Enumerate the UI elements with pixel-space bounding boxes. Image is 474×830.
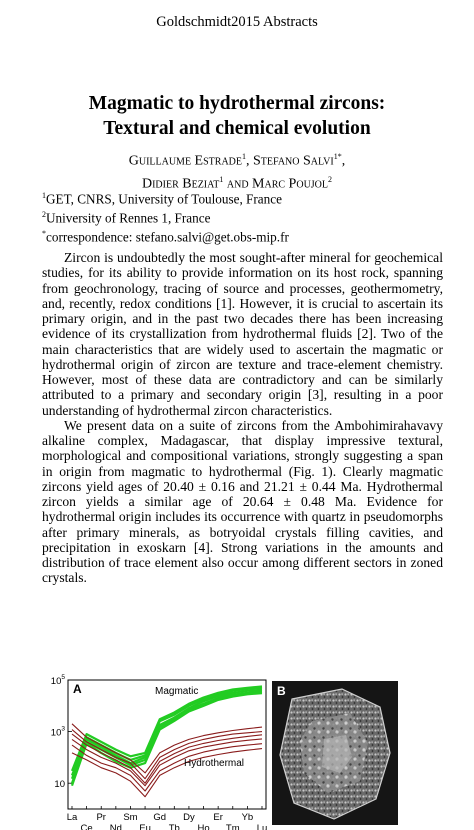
x-tick-label: Eu: [139, 823, 151, 830]
x-tick-label: Yb: [241, 812, 254, 823]
author-separator: and: [223, 176, 253, 192]
journal-header: Goldschmidt2015 Abstracts: [156, 14, 318, 30]
affiliation-text: University of Rennes 1, France: [46, 210, 211, 226]
author-line-1: [30, 148, 444, 171]
x-tick-label: Ho: [197, 823, 210, 830]
zircon-grain-image: [272, 681, 398, 825]
x-tick-label: Ce: [80, 823, 93, 830]
author-separator: ,: [341, 153, 346, 169]
title-line-2: Textural and chemical evolution: [103, 118, 371, 139]
figure-1: [40, 674, 460, 830]
y-tick-label: $10^3$: [50, 725, 65, 739]
y-tick-label: 10: [54, 779, 65, 791]
author-name: Didier Beziat: [141, 176, 220, 192]
zircon-micrograph-panel: [272, 681, 398, 825]
author-name: Stefano Salvi: [253, 153, 334, 169]
author-affil-mark: 1: [219, 174, 224, 184]
hydrothermal-series-line: [72, 749, 262, 797]
title-line-1: Magmatic to hydrothermal zircons:: [88, 93, 386, 114]
abstract-body: [42, 250, 443, 586]
x-tick-label: Sm: [123, 812, 138, 823]
panel-a-label: A: [73, 682, 82, 696]
body-paragraph: We present data on a suite of zircons from the Ambohimirahavavy alkaline complex, Madagascar, that display impressive textural, morphological and compositional variations, strongly suggesting a span in origin from magmatic to hydrothermal (Fig. 1). Clearly magmatic zircons yield ages of 20.40 ± 0.16 and 21.21 ± 0.44 Ma. Hydrothermal zircon yields a similar age of 20.64 ± 0.48 Ma. Evidence for hydrothermal origin includes its occurrence with quartz in pseudomorphs after primary minerals, as botryoidal crystals filling cavities, and precipitation in exoskarn [4]. Strong variations in the amounts and distribution of trace element also occur among different sectors in zoned crystals.: [42, 417, 443, 586]
x-tick-label: Er: [213, 812, 223, 823]
x-tick-label: Gd: [153, 812, 167, 823]
body-paragraph: Zircon is undoubtedly the most sought-after mineral for geochemical studies, for its ability to provide information on its host rock, spanning from geochronology, tracing of source and processes, geothermometry, and, recently, redox conditions [1]. However, it is crucial to ascertain its primary origin, and in the past two decades there has been increasing evidence of its crystallization from hydrothermal fluids [2]. Two of the main characteristics that are widely used to ascertain the magmatic or hydrothermal origin of zircon are texture and trace-element chemistry. However, most of these data are contradictory and can be similarly attributed to a primary and secondary origin [3], resulting in a poor understanding of hydrothermal zircon characteristics.: [42, 250, 443, 418]
x-tick-label: Nd: [109, 823, 122, 830]
ree-chart: [40, 674, 270, 830]
affiliation-mark: *: [42, 228, 46, 238]
x-tick-label: Tm: [225, 823, 240, 830]
paper-title: [30, 91, 444, 141]
author-separator: ,: [246, 153, 253, 169]
author-affil-mark: 1*: [333, 152, 342, 161]
hydrothermal-label: Hydrothermal: [184, 758, 245, 769]
x-tick-label: La: [66, 812, 78, 823]
magmatic-label: Magmatic: [155, 686, 199, 697]
affiliation-mark: 1: [42, 191, 46, 200]
panel-b-label: B: [277, 684, 286, 698]
author-affil-mark: 2: [328, 174, 333, 184]
author-list: [30, 148, 444, 193]
magmatic-series-line: [72, 691, 262, 783]
affiliation-item: [42, 226, 442, 245]
affiliation-mark: 2: [42, 209, 46, 219]
y-tick-label: $10^5$: [50, 674, 65, 687]
author-name: Marc Poujol: [252, 176, 329, 192]
author-affil-mark: 1: [242, 152, 246, 161]
affiliation-text: correspondence: stefano.salvi@get.obs-mip.fr: [46, 229, 289, 245]
affiliation-text: GET, CNRS, University of Toulouse, France: [46, 191, 282, 207]
affiliation-item: [42, 188, 442, 207]
author-name: Guillaume Estrade: [128, 153, 242, 169]
affiliation-item: [42, 207, 442, 226]
x-tick-label: Tb: [168, 823, 180, 830]
affiliations: [42, 188, 442, 245]
x-tick-label: Dy: [183, 812, 195, 823]
x-tick-label: Lu: [256, 823, 268, 830]
x-tick-label: Pr: [96, 812, 106, 823]
